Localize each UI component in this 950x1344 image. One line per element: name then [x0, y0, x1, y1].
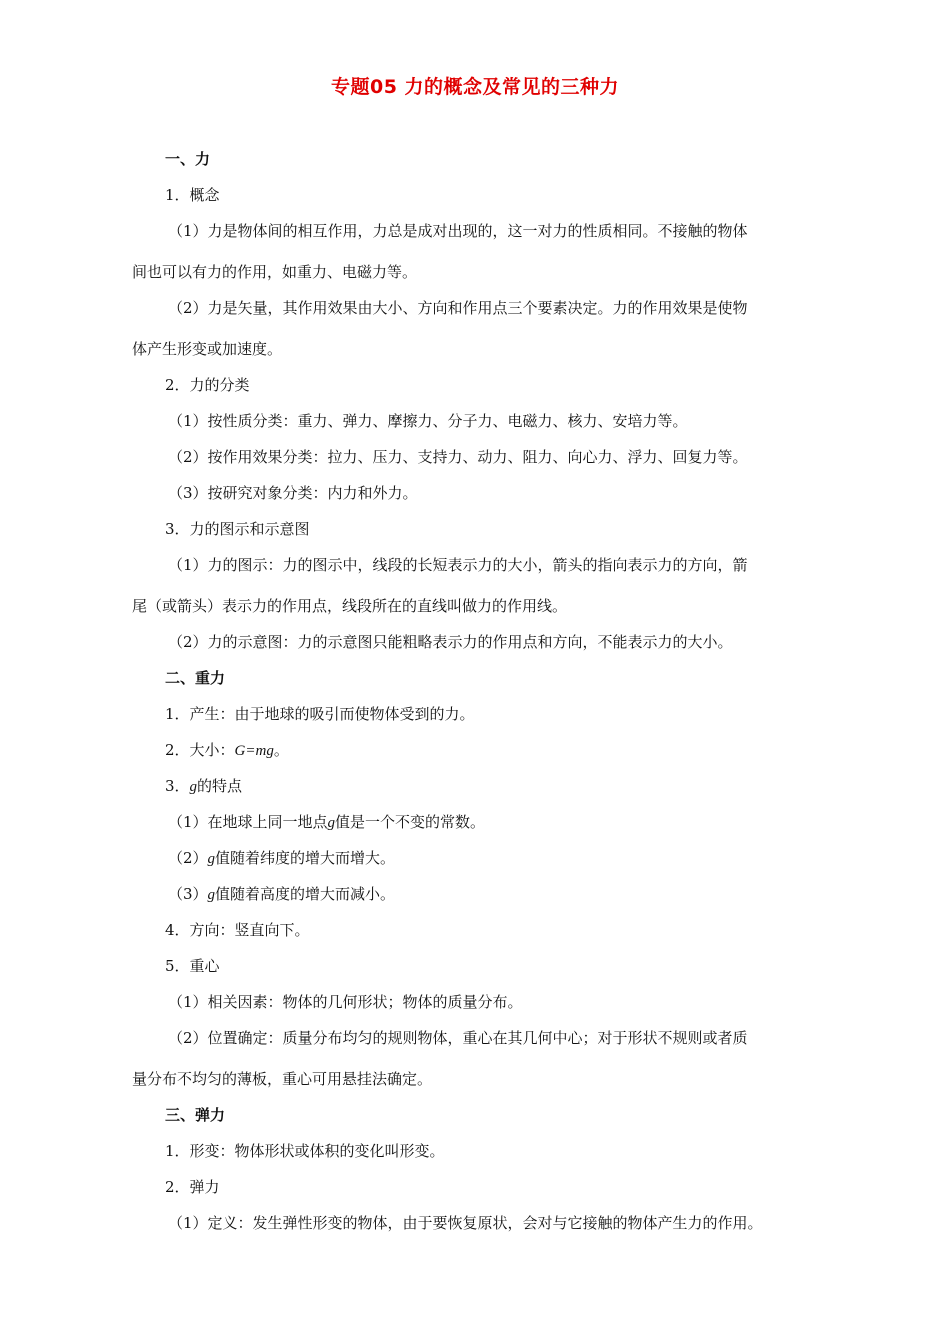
- paragraph-line: （2）位置确定：质量分布均匀的规则物体，重心在其几何中心；对于形状不规则或者质: [168, 1029, 748, 1047]
- paragraph-line: 间也可以有力的作用，如重力、电磁力等。: [132, 263, 418, 281]
- paragraph-line: （2）按作用效果分类：拉力、压力、支持力、动力、阻力、向心力、浮力、回复力等。: [168, 448, 748, 466]
- paragraph-line: 1．产生：由于地球的吸引而使物体受到的力。: [165, 705, 475, 723]
- section-heading: 一、力: [165, 150, 211, 168]
- paragraph-line: （1）定义：发生弹性形变的物体，由于要恢复原状，会对与它接触的物体产生力的作用。: [168, 1214, 763, 1232]
- formula: g: [207, 851, 216, 867]
- subheading: [165, 776, 855, 797]
- paragraph-line: [165, 740, 855, 761]
- paragraph-line: （1）力是物体间的相互作用，力总是成对出现的，这一对力的性质相同。不接触的物体: [168, 222, 748, 240]
- paragraph-line: （2）力是矢量，其作用效果由大小、方向和作用点三个要素决定。力的作用效果是使物: [168, 299, 748, 317]
- formula: g: [189, 779, 198, 795]
- paragraph-line: [168, 884, 858, 905]
- text-run: （3）: [168, 885, 208, 903]
- paragraph-line: 1．形变：物体形状或体积的变化叫形变。: [165, 1142, 445, 1160]
- paragraph-line: 量分布不均匀的薄板，重心可用悬挂法确定。: [132, 1070, 433, 1088]
- text-run: （2）: [168, 849, 208, 867]
- section-heading: 三、弹力: [165, 1106, 226, 1124]
- text-run: 3．: [165, 777, 190, 795]
- subheading: 1．概念: [165, 186, 220, 204]
- paragraph-line: （3）按研究对象分类：内力和外力。: [168, 484, 418, 502]
- paragraph-line: （1）力的图示：力的图示中，线段的长短表示力的大小，箭头的指向表示力的方向，箭: [168, 556, 748, 574]
- subheading: 5．重心: [165, 957, 220, 975]
- text-run: 值随着高度的增大而减小。: [215, 885, 396, 903]
- paragraph-line: （2）力的示意图：力的示意图只能粗略表示力的作用点和方向，不能表示力的大小。: [168, 633, 733, 651]
- section-heading: 二、重力: [165, 669, 226, 687]
- subheading: 3．力的图示和示意图: [165, 520, 310, 538]
- paragraph-line: （1）按性质分类：重力、弹力、摩擦力、分子力、电磁力、核力、安培力等。: [168, 412, 688, 430]
- text-run: 2．大小：: [165, 741, 235, 759]
- text-run: 。: [273, 741, 289, 759]
- paragraph-line: （1）相关因素：物体的几何形状；物体的质量分布。: [168, 993, 523, 1011]
- text-run: 的特点: [197, 777, 243, 795]
- paragraph-line: 4．方向：竖直向下。: [165, 921, 310, 939]
- text-run: 值随着纬度的增大而增大。: [215, 849, 396, 867]
- formula: g: [327, 815, 336, 831]
- formula: g: [207, 887, 216, 903]
- paragraph-line: [168, 848, 858, 869]
- formula: G=mg: [234, 743, 274, 759]
- paragraph-line: 尾（或箭头）表示力的作用点，线段所在的直线叫做力的作用线。: [132, 597, 568, 615]
- text-run: 值是一个不变的常数。: [335, 813, 486, 831]
- subheading: 2．弹力: [165, 1178, 220, 1196]
- text-run: （1）在地球上同一地点: [168, 813, 328, 831]
- paragraph-line: 体产生形变或加速度。: [132, 340, 283, 358]
- paragraph-line: [168, 812, 858, 833]
- document-title: 专题05 力的概念及常见的三种力: [330, 76, 620, 98]
- subheading: 2．力的分类: [165, 376, 250, 394]
